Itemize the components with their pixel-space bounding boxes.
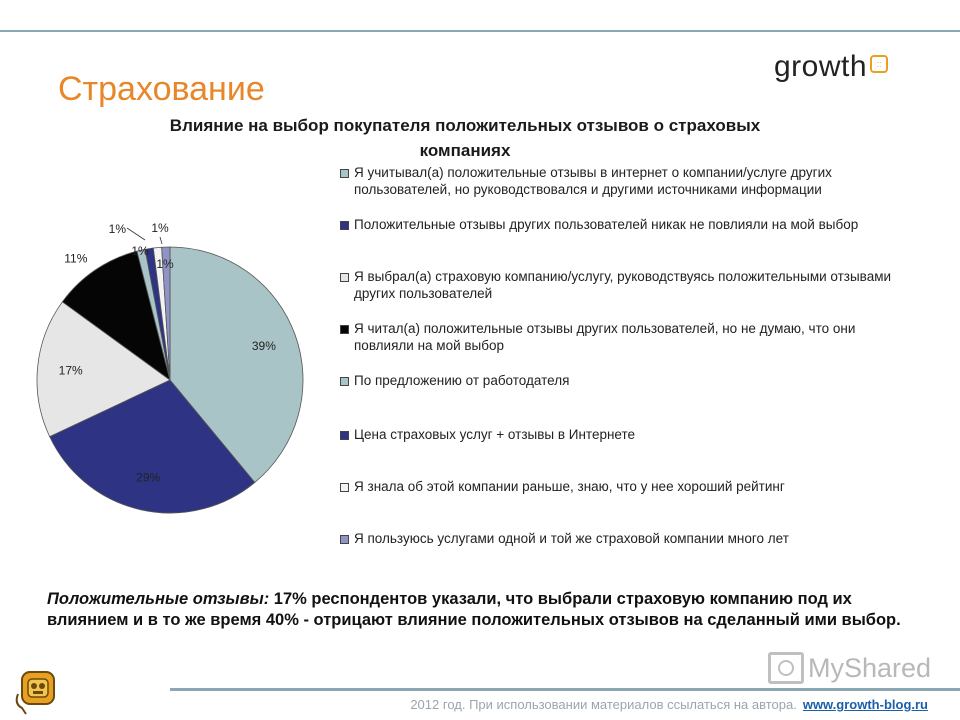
summary-label: Положительные отзывы:: [47, 590, 270, 608]
legend-swatch-3: [340, 273, 349, 282]
chart-title: Влияние на выбор покупателя положительных отзывов о страховых компаниях: [169, 116, 761, 160]
legend-item-8: [340, 530, 910, 547]
footer-divider: [170, 688, 960, 691]
legend-swatch-1: [340, 169, 349, 178]
top-divider: [0, 30, 960, 32]
slice-data-label-8: 1%: [156, 257, 174, 271]
legend-item-2: [340, 216, 910, 233]
footer: [410, 697, 928, 712]
legend-label-4: Я читал(а) положительные отзывы других пользователей, но не думаю, что они повлияли на мой выбор: [354, 321, 856, 353]
slice-data-label-6: 1%: [151, 221, 169, 235]
legend-item-1: [340, 164, 910, 198]
legend-swatch-2: [340, 221, 349, 230]
legend-item-3: [340, 268, 910, 302]
slice-data-label-5: 1%: [108, 222, 126, 236]
legend-label-8: Я пользуюсь услугами одной и той же страховой компании много лет: [354, 531, 789, 546]
legend-label-7: Я знала об этой компании раньше, знаю, что у нее хороший рейтинг: [354, 479, 785, 494]
legend-label-1: Я учитывал(а) положительные отзывы в интернет о компании/услуге других пользователей, но руководствовался и другими источниками информации: [354, 165, 832, 197]
legend-swatch-5: [340, 377, 349, 386]
legend-label-2: Положительные отзывы других пользователей никак не повлияли на мой выбор: [354, 217, 859, 232]
legend-item-7: [340, 478, 910, 495]
slice-data-label-4: 11%: [64, 251, 88, 266]
growth-logo: [774, 50, 888, 84]
slice-data-label-2: 29%: [136, 470, 161, 485]
legend-swatch-7: [340, 483, 349, 492]
legend-label-5: По предложению от работодателя: [354, 373, 570, 388]
slice-data-label-3: 17%: [58, 363, 83, 378]
logo-text: growth: [774, 50, 868, 83]
legend-item-4: [340, 320, 910, 354]
summary-body: 17% респондентов указали, что выбрали страховую компанию под их влиянием и в то же время 40% - отрицают влияние положительных отзывов на сделанный ими выбор.: [47, 590, 901, 629]
legend-swatch-4: [340, 325, 349, 334]
leader-line-5: [127, 228, 145, 240]
legend-label-6: Цена страховых услуг + отзывы в Интернете: [354, 427, 636, 442]
legend-label-3: Я выбрал(а) страховую компанию/услугу, руководствуясь положительными отзывами других пользователей: [354, 269, 892, 301]
corner-robot-icon: [14, 664, 60, 716]
slice-data-label-1: 39%: [251, 339, 276, 354]
summary-text: [47, 589, 937, 631]
slice-data-label-7: 1%: [131, 244, 149, 258]
watermark-logo-icon: [768, 652, 804, 684]
footer-link[interactable]: www.growth-blog.ru: [802, 697, 928, 712]
footer-text: 2012 год. При использовании материалов ссылаться на автора.: [410, 697, 797, 712]
slide-title: Страхование: [58, 70, 265, 108]
watermark-text: MyShared: [808, 652, 932, 683]
legend-item-6: [340, 426, 910, 443]
logo-mark-icon: ::: [870, 55, 888, 73]
leader-line-6: [160, 237, 162, 244]
legend-swatch-8: [340, 535, 349, 544]
legend-item-5: [340, 372, 910, 389]
legend-swatch-6: [340, 431, 349, 440]
pie-chart: [20, 200, 320, 530]
watermark: [768, 652, 931, 684]
